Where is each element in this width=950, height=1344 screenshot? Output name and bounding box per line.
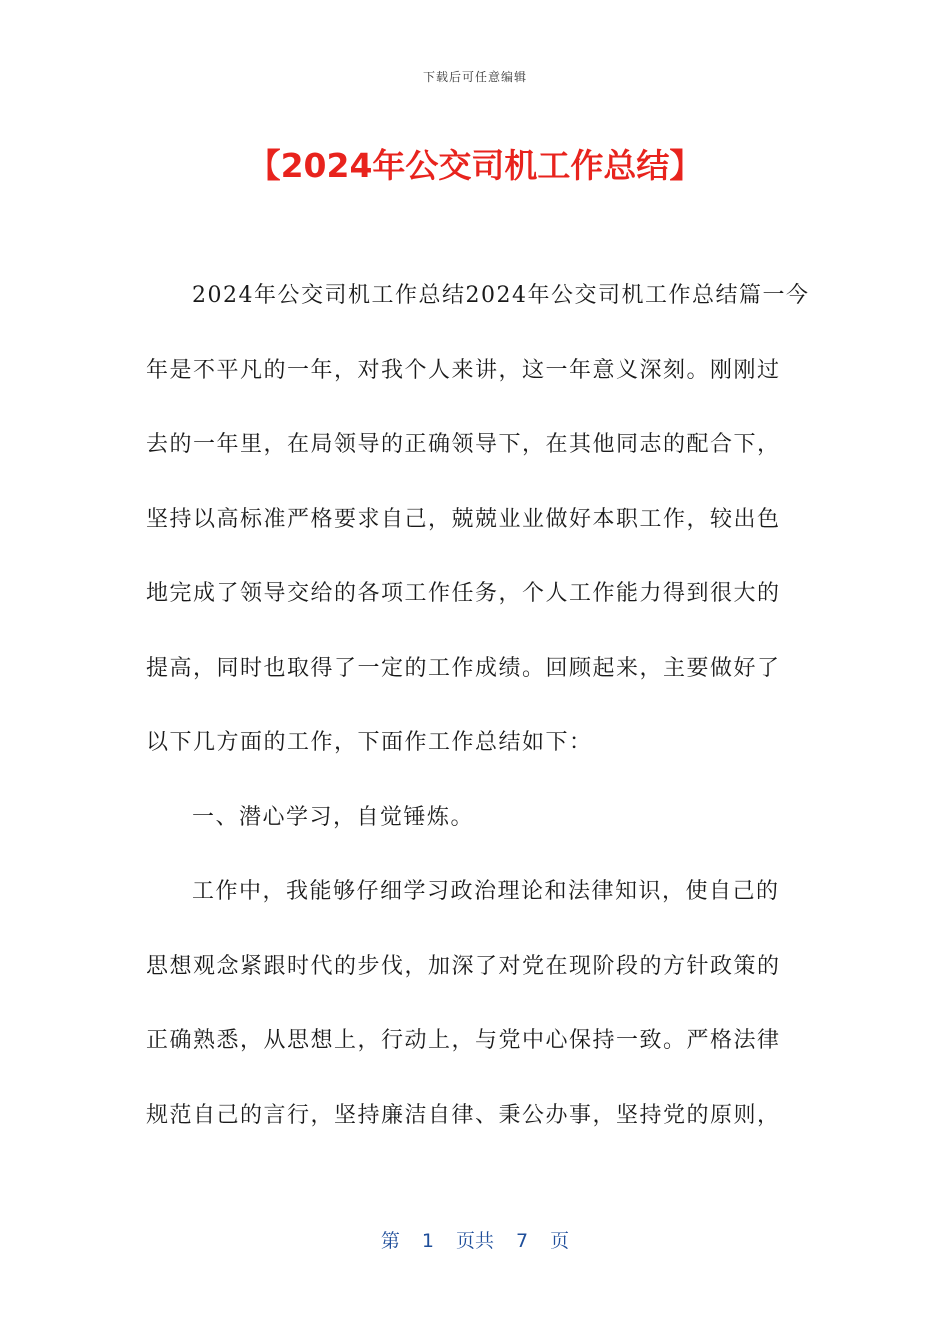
paragraph-line: 坚持以高标准严格要求自己，兢兢业业做好本职工作，较出色 xyxy=(146,506,781,532)
paragraph-line: 规范自己的言行，坚持廉洁自律、秉公办事，坚持党的原则， xyxy=(146,1102,781,1128)
paragraph-line: 工作中，我能够仔细学习政治理论和法律知识，使自己的 xyxy=(192,879,780,904)
total-pages: 7 xyxy=(516,1230,529,1252)
page-number: 1 xyxy=(421,1230,434,1252)
paragraph-line: 年是不平凡的一年，对我个人来讲，这一年意义深刻。刚刚过 xyxy=(146,357,781,383)
document-body xyxy=(146,270,810,1164)
footer-suffix: 页 xyxy=(550,1230,570,1252)
page-footer xyxy=(0,1226,950,1253)
paragraph-line: 2024年公交司机工作总结2024年公交司机工作总结篇一今 xyxy=(192,283,810,308)
paragraph-line: 地完成了领导交给的各项工作任务，个人工作能力得到很大的 xyxy=(146,581,781,606)
paragraph-line: 以下几方面的工作，下面作工作总结如下： xyxy=(146,730,593,755)
paragraph-line: 去的一年里，在局领导的正确领导下，在其他同志的配合下， xyxy=(146,432,781,457)
section-heading: 一、潜心学习，自觉锤炼。 xyxy=(192,804,475,830)
footer-prefix: 第 xyxy=(380,1230,400,1252)
paragraph-line: 正确熟悉，从思想上，行动上，与党中心保持一致。严格法律 xyxy=(146,1028,781,1053)
paragraph-line: 思想观念紧跟时代的步伐，加深了对党在现阶段的方针政策的 xyxy=(146,953,781,979)
header-note: 下载后可任意编辑 xyxy=(422,70,527,84)
document-title: 【2024年公交司机工作总结】 xyxy=(247,146,703,185)
footer-mid: 页共 xyxy=(455,1230,494,1252)
paragraph-line: 提高，同时也取得了一定的工作成绩。回顾起来，主要做好了 xyxy=(146,655,781,681)
